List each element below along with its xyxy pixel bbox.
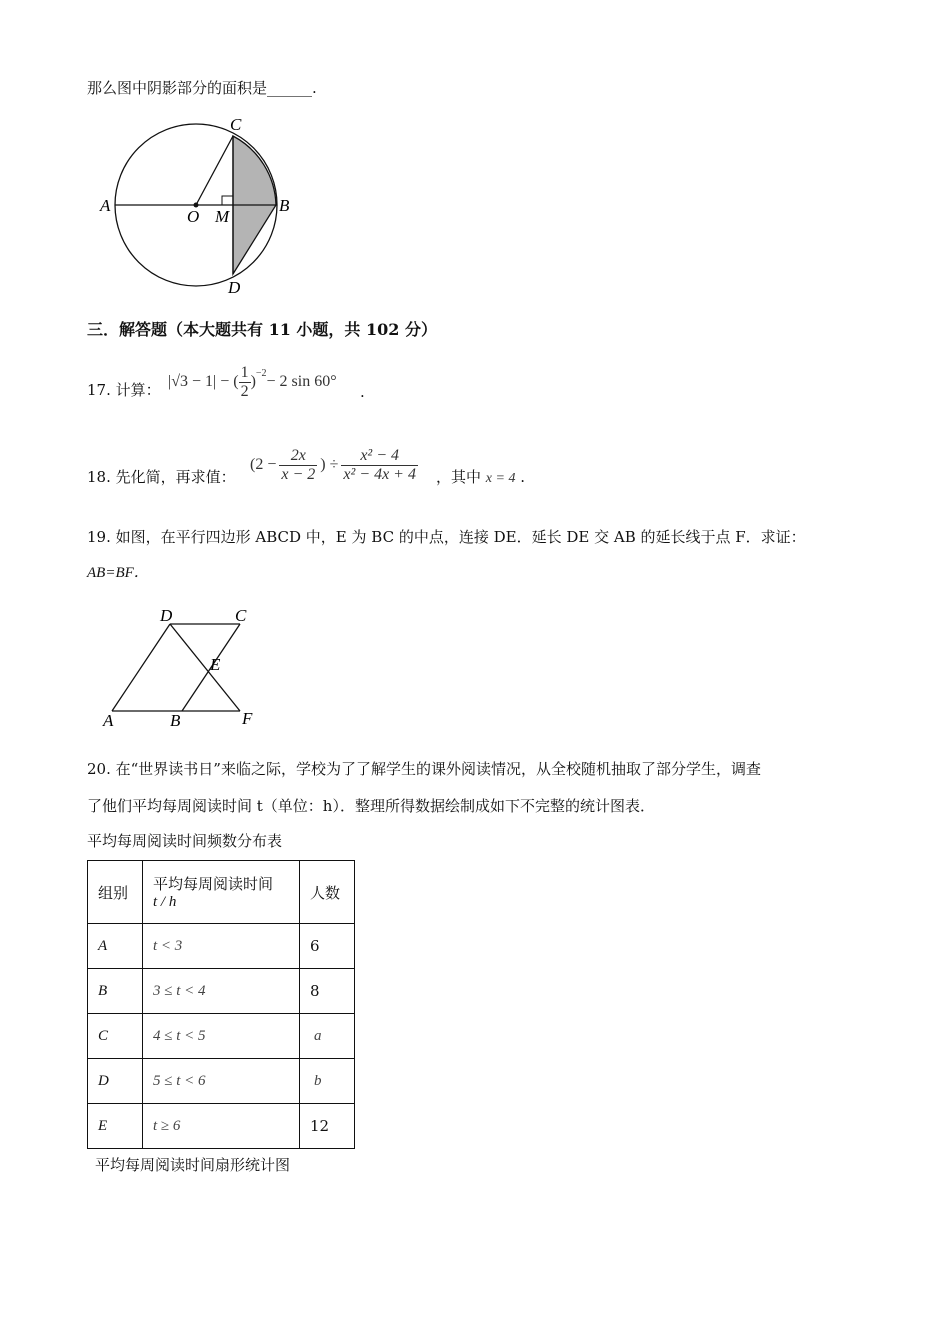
header-time-line2: t / h bbox=[153, 894, 177, 910]
label-B: B bbox=[170, 711, 181, 730]
label-O: O bbox=[187, 207, 200, 226]
label-C: C bbox=[235, 606, 247, 625]
question-17-prefix bbox=[87, 380, 161, 400]
cell-group: C bbox=[88, 1014, 143, 1059]
label-F: F bbox=[242, 709, 253, 728]
frac2-den: x² − 4x + 4 bbox=[343, 465, 416, 483]
paren-open: (2 − bbox=[250, 456, 277, 473]
cell-group: A bbox=[88, 924, 143, 969]
label-A: A bbox=[100, 196, 111, 215]
exponent: −2 bbox=[255, 368, 267, 379]
header-time-line1: 平均每周阅读时间 bbox=[153, 875, 274, 893]
label-E: E bbox=[210, 655, 221, 674]
cell-range: t ≥ 6 bbox=[143, 1104, 300, 1149]
question-label: 计算： bbox=[115, 381, 161, 399]
condition-mid: ，其中 bbox=[436, 468, 482, 486]
line-DF bbox=[170, 624, 240, 711]
label-D: D bbox=[160, 606, 173, 625]
question-number: 18. bbox=[87, 468, 111, 486]
table-row bbox=[88, 969, 355, 1014]
cell-count: 12 bbox=[300, 1104, 355, 1149]
table-title: 平均每周阅读时间频数分布表 bbox=[87, 832, 283, 850]
question-19-line1: 19. 如图，在平行四边形 ABCD 中，E 为 BC 的中点，连接 DE．延长 DE 交 AB 的延长线于点 F．求证： bbox=[87, 528, 806, 546]
frac-den: 2 bbox=[240, 382, 249, 400]
cell-count: b bbox=[300, 1059, 355, 1104]
expr-tail: − 2 sin 60° bbox=[266, 373, 337, 390]
condition-value: x = 4 bbox=[485, 471, 516, 486]
cell-count: 8 bbox=[300, 969, 355, 1014]
header-time bbox=[143, 861, 300, 924]
question-16-tail: 那么图中阴影部分的面积是______. bbox=[87, 79, 317, 97]
question-18-condition bbox=[436, 467, 525, 489]
frac1-den: x − 2 bbox=[281, 465, 316, 483]
cell-group: D bbox=[88, 1059, 143, 1104]
expr-pre: |√3 − 1| − ( bbox=[168, 373, 239, 390]
question-17-expression bbox=[168, 362, 337, 402]
cell-range: t < 3 bbox=[143, 924, 300, 969]
question-19-line2: AB=BF． bbox=[87, 565, 149, 581]
table-row bbox=[88, 1014, 355, 1059]
question-17-end: . bbox=[360, 383, 365, 401]
table-row bbox=[88, 924, 355, 969]
pie-chart-title: 平均每周阅读时间扇形统计图 bbox=[95, 1156, 291, 1174]
header-group: 组别 bbox=[88, 861, 143, 924]
label-D: D bbox=[228, 278, 241, 297]
table-row bbox=[88, 1059, 355, 1104]
label-B: B bbox=[279, 196, 290, 215]
circle-figure bbox=[95, 112, 305, 302]
section-heading: 三．解答题（本大题共有 11 小题，共 102 分） bbox=[87, 320, 437, 339]
question-20-line1: 20. 在“世界读书日”来临之际，学校为了了解学生的课外阅读情况，从全校随机抽取了部分学生，调查 bbox=[87, 760, 761, 778]
label-C: C bbox=[230, 115, 242, 134]
expr-post: ) bbox=[250, 373, 256, 390]
cell-group: E bbox=[88, 1104, 143, 1149]
side-AD bbox=[112, 624, 170, 711]
cell-group: B bbox=[88, 969, 143, 1014]
cell-range: 3 ≤ t < 4 bbox=[143, 969, 300, 1014]
question-20-line2: 了他们平均每周阅读时间 t（单位：h）．整理所得数据绘制成如下不完整的统计图表． bbox=[87, 797, 655, 815]
cell-count: a bbox=[300, 1014, 355, 1059]
cell-count: 6 bbox=[300, 924, 355, 969]
question-label: 先化简，再求值： bbox=[115, 468, 236, 486]
radius-OC bbox=[196, 136, 233, 205]
condition-end: . bbox=[520, 468, 526, 486]
label-A: A bbox=[103, 711, 114, 730]
fraction-1 bbox=[279, 447, 317, 484]
frac2-num: x² − 4 bbox=[341, 447, 418, 466]
question-18-expression bbox=[250, 440, 418, 490]
parallelogram-figure bbox=[100, 602, 270, 730]
table-row bbox=[88, 1104, 355, 1149]
right-angle-mark bbox=[222, 196, 233, 205]
frac1-num: 2x bbox=[279, 447, 317, 466]
fraction-half bbox=[239, 364, 251, 401]
frac-num: 1 bbox=[240, 363, 249, 381]
label-M: M bbox=[215, 207, 230, 226]
question-18-prefix bbox=[87, 467, 236, 487]
cell-range: 4 ≤ t < 5 bbox=[143, 1014, 300, 1059]
header-count: 人数 bbox=[300, 861, 355, 924]
fraction-2 bbox=[341, 447, 418, 484]
cell-range: 5 ≤ t < 6 bbox=[143, 1059, 300, 1104]
question-number: 17. bbox=[87, 381, 111, 399]
frequency-table bbox=[87, 860, 355, 1149]
table-header-row bbox=[88, 861, 355, 924]
divide: ) ÷ bbox=[320, 456, 339, 473]
